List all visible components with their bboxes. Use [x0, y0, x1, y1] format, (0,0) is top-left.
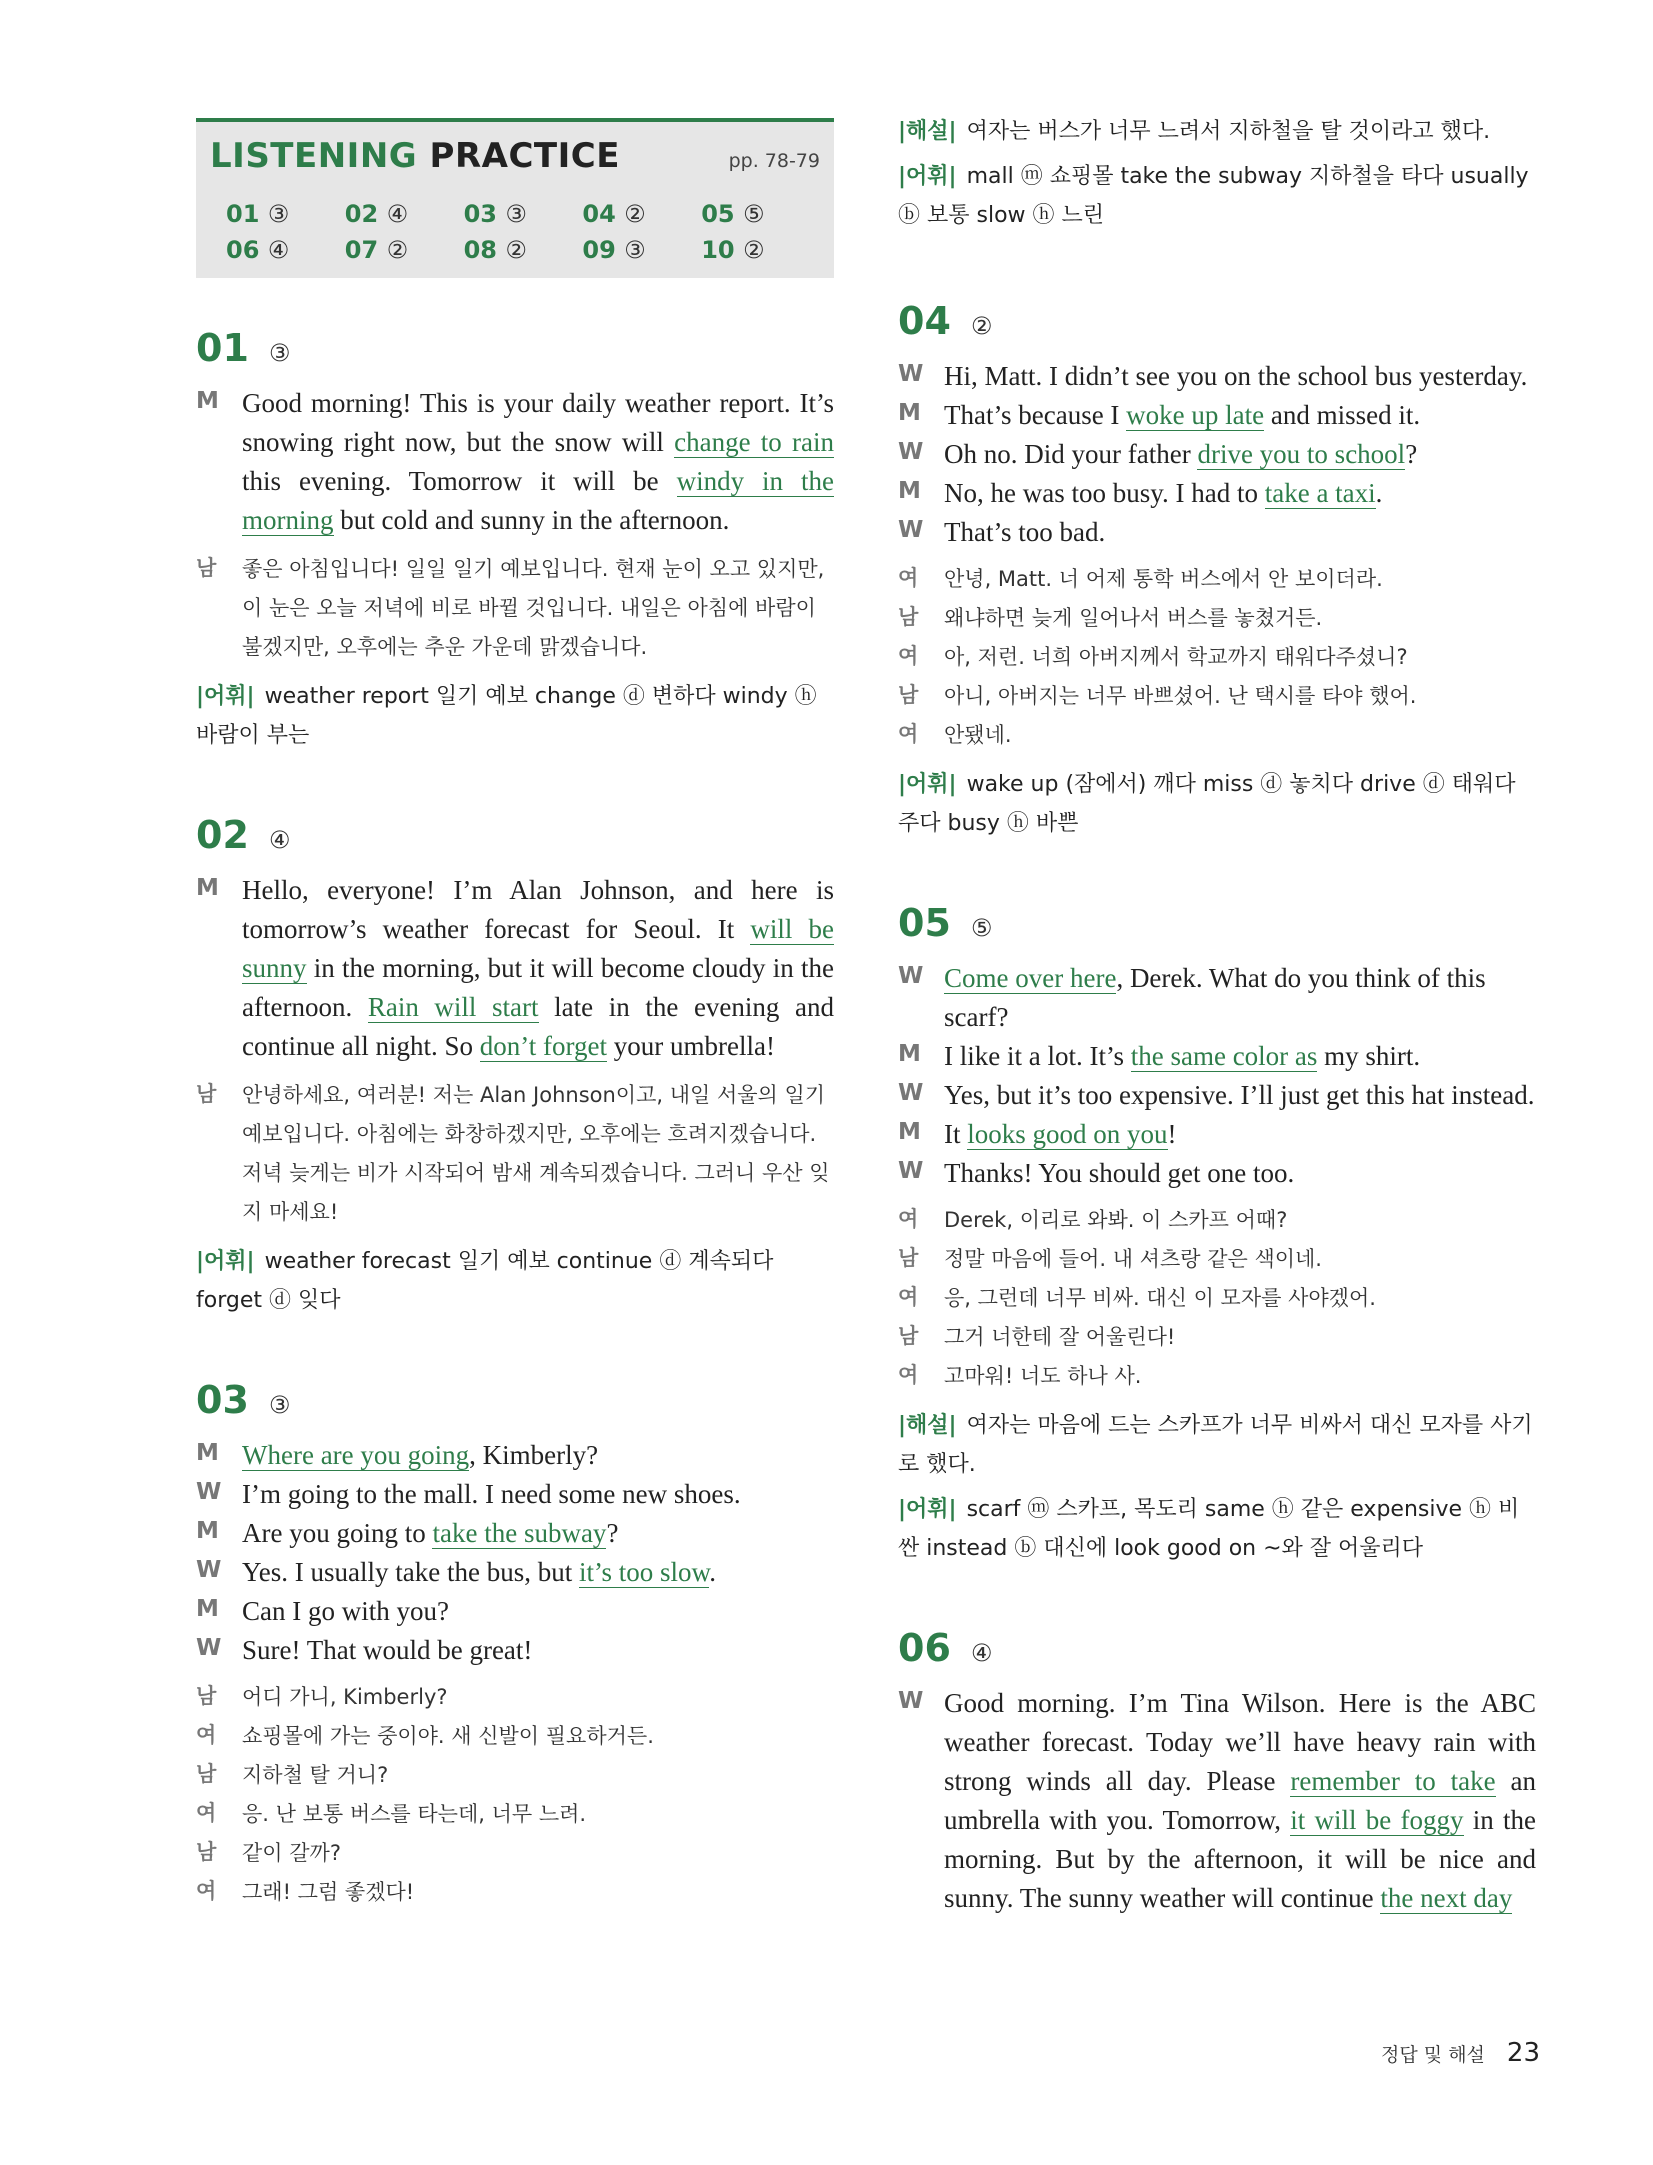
answer-grid	[210, 200, 820, 264]
dialogue-text	[242, 1553, 834, 1592]
question-answer: ③	[268, 339, 291, 367]
translation-text: 그래! 그럼 좋겠다!	[242, 1880, 415, 1904]
dialogue-line	[898, 435, 1536, 474]
dialogue-line	[898, 1076, 1536, 1115]
translation-line	[898, 560, 1536, 599]
question-answer: ④	[268, 826, 291, 854]
text-segment: Thanks! You should get one too.	[944, 1158, 1295, 1188]
answer-number: 08	[463, 236, 506, 264]
text-segment: Oh no. Did your father	[944, 439, 1198, 469]
dialogue-text	[242, 1475, 834, 1514]
translation-line	[196, 1717, 834, 1756]
translation-line	[898, 677, 1536, 716]
answer-item	[464, 236, 583, 264]
text-segment: Yes. I usually take the bus, but	[242, 1557, 579, 1587]
answer-number: 10	[701, 236, 743, 264]
translation-text: 아니, 아버지는 너무 바쁘셨어. 난 택시를 타야 했어.	[944, 684, 1417, 708]
listening-practice-title	[210, 136, 620, 176]
speaker-label-kr: 여	[898, 1363, 919, 1387]
translation-text: 같이 갈까?	[242, 1841, 341, 1865]
dialogue-text	[242, 1514, 834, 1553]
answer-number: 01	[226, 200, 268, 228]
text-segment: but cold and sunny in the afternoon.	[333, 505, 730, 535]
answer-number: 05	[701, 200, 743, 228]
answer-item	[582, 200, 701, 228]
dialogue-line	[196, 1436, 834, 1475]
dialogue-text	[944, 1076, 1536, 1115]
question-header	[898, 901, 1536, 945]
translation-text: 응. 난 보통 버스를 타는데, 너무 느려.	[242, 1802, 587, 1826]
vocab-label: |어휘|	[898, 1497, 957, 1522]
speaker-label-kr: 여	[898, 1285, 919, 1309]
dialogue-text	[242, 1631, 834, 1670]
text-segment: That’s because I	[944, 400, 1127, 430]
speaker-label: W	[898, 1080, 924, 1106]
translation-line	[898, 1240, 1536, 1279]
translation-text: 어디 가니, Kimberly?	[242, 1685, 448, 1709]
question-02	[196, 813, 834, 1320]
speaker-label: M	[898, 400, 921, 426]
answer-item	[701, 200, 820, 228]
text-segment: It	[944, 1119, 968, 1149]
text-segment: in the morning, but it will become cloudy in the afternoon.	[242, 953, 834, 1022]
speaker-label: M	[196, 388, 219, 414]
translation-line	[898, 716, 1536, 755]
script-text	[242, 384, 834, 540]
vocab-note	[196, 677, 834, 755]
speaker-label: W	[196, 1479, 222, 1505]
vocab-note	[898, 157, 1536, 235]
speaker-label: W	[898, 1688, 924, 1714]
translation-line	[196, 1834, 834, 1873]
speaker-label: M	[196, 875, 219, 901]
question-number: 05	[898, 901, 951, 945]
speaker-label-kr: 남	[196, 556, 217, 580]
answer-choice: ⑤	[742, 200, 765, 228]
answer-item	[345, 236, 464, 264]
translation-text: 쇼핑몰에 가는 중이야. 새 신발이 필요하거든.	[242, 1724, 654, 1748]
speaker-label: W	[196, 1557, 222, 1583]
vocab-label: |어휘|	[196, 1249, 255, 1274]
vocab-text: weather report 일기 예보 change ⓓ 변하다 windy ⓗ 바람이 부는	[196, 684, 817, 748]
answer-number: 07	[344, 236, 387, 264]
text-segment: Yes, but it’s too expensive. I’ll just get this hat instead.	[944, 1080, 1535, 1110]
underlined-phrase: change to rain	[674, 427, 834, 457]
speaker-label-kr: 여	[196, 1801, 217, 1825]
translation-text: 안녕, Matt. 너 어제 통학 버스에서 안 보이더라.	[944, 567, 1383, 591]
explanation-text: 여자는 버스가 너무 느려서 지하철을 탈 것이라고 했다.	[966, 119, 1491, 144]
question-answer: ②	[970, 312, 993, 340]
speaker-label-kr: 여	[898, 722, 919, 746]
underlined-phrase: Where are you going	[242, 1440, 470, 1470]
script-text	[242, 871, 834, 1066]
question-number: 04	[898, 299, 951, 343]
text-segment: , Kimberly?	[469, 1440, 599, 1470]
translation-text: 응, 그런데 너무 비싸. 대신 이 모자를 사야겠어.	[944, 1286, 1376, 1310]
question-header	[196, 1378, 834, 1422]
speaker-label-kr: 남	[196, 1082, 217, 1106]
translation-text: 안됐네.	[944, 723, 1012, 747]
speaker-label-kr: 여	[898, 644, 919, 668]
underlined-phrase: don’t forget	[479, 1031, 607, 1061]
speaker-label: M	[898, 478, 921, 504]
answer-choice: ②	[624, 200, 646, 228]
speaker-label: W	[898, 1158, 924, 1184]
explanation-label: |해설|	[898, 1413, 957, 1438]
question-04	[898, 299, 1536, 843]
dialogue-text	[242, 1592, 834, 1631]
dialogue-line	[196, 1475, 834, 1514]
text-segment: Are you going to	[242, 1518, 433, 1548]
text-segment: .	[1375, 478, 1383, 508]
dialogue-line	[898, 1037, 1536, 1076]
translation-text: 고마워! 너도 하나 사.	[944, 1364, 1142, 1388]
page-number: 23	[1506, 2038, 1540, 2068]
footer-text: 정답 및 해설	[1381, 2044, 1485, 2066]
page-reference: pp. 78-79	[728, 150, 820, 172]
answer-item	[226, 236, 345, 264]
text-segment: an umbrella with you. Tomorrow,	[944, 1766, 1537, 1835]
text-segment: ?	[606, 1518, 619, 1548]
speaker-label-kr: 남	[196, 1762, 217, 1786]
vocab-note	[196, 1242, 834, 1320]
dialogue	[898, 959, 1536, 1193]
answer-choice: ③	[505, 200, 527, 228]
dialogue-text	[242, 1436, 834, 1475]
translation-text: 정말 마음에 들어. 내 셔츠랑 같은 색이네.	[944, 1247, 1322, 1271]
question-header	[196, 326, 834, 370]
vocab-label: |어휘|	[898, 772, 957, 797]
underlined-phrase: Rain will start	[367, 992, 539, 1022]
translation-line	[898, 599, 1536, 638]
right-column	[898, 112, 1536, 1976]
translation-line	[898, 1318, 1536, 1357]
answer-choice: ④	[386, 200, 409, 228]
text-segment: I like it a lot. It’s	[944, 1041, 1131, 1071]
question-05	[898, 901, 1536, 1568]
speaker-label: W	[898, 361, 924, 387]
text-segment: ?	[1405, 439, 1418, 469]
explanation-label: |해설|	[898, 119, 957, 144]
left-column	[196, 118, 834, 1970]
underlined-phrase: remember to take	[1290, 1766, 1496, 1796]
text-segment: Good morning! This is your daily weather report. It’s snowing right now, but the snow will	[242, 388, 834, 457]
script-line	[196, 871, 834, 1066]
speaker-label-kr: 여	[196, 1723, 217, 1747]
underlined-phrase: windy in the morning	[242, 466, 834, 535]
translation-dialogue	[898, 1201, 1536, 1396]
vocab-text: weather forecast 일기 예보 continue ⓓ 계속되다 forget ⓓ 잊다	[196, 1249, 774, 1313]
speaker-label-kr: 여	[898, 566, 919, 590]
translation-line	[196, 1795, 834, 1834]
text-segment: in the morning. But by the afternoon, it will be nice and sunny. The sunny weather will continue	[944, 1805, 1536, 1913]
dialogue-text	[944, 396, 1536, 435]
explanation-text: 여자는 마음에 드는 스카프가 너무 비싸서 대신 모자를 사기로 했다.	[898, 1413, 1533, 1477]
dialogue-line	[196, 1514, 834, 1553]
text-segment: Sure! That would be great!	[242, 1635, 533, 1665]
translation-text: 지하철 탈 거니?	[242, 1763, 389, 1787]
dialogue-line	[196, 1631, 834, 1670]
translation-line	[898, 638, 1536, 677]
translation-line	[196, 1076, 834, 1232]
text-segment: I’m going to the mall. I need some new shoes.	[242, 1479, 741, 1509]
underlined-phrase: it will be foggy	[1290, 1805, 1464, 1835]
text-segment: Can I go with you?	[242, 1596, 449, 1626]
answer-item	[464, 200, 583, 228]
translation-text: 그거 너한테 잘 어울린다!	[944, 1325, 1176, 1349]
listening-practice-box	[196, 118, 834, 278]
text-segment: That’s too bad.	[944, 517, 1106, 547]
text-segment: my shirt.	[1317, 1041, 1421, 1071]
vocab-label: |어휘|	[898, 164, 957, 189]
speaker-label: W	[898, 439, 924, 465]
dialogue-line	[898, 357, 1536, 396]
speaker-label: M	[898, 1119, 921, 1145]
answer-number: 03	[463, 200, 506, 228]
translation-text: 안녕하세요, 여러분! 저는 Alan Johnson이고, 내일 서울의 일기 예보입니다. 아침에는 화창하겠지만, 오후에는 흐려지겠습니다. 저녁 늦게는 비가 시작되어 밤새 계속되겠습니다. 그러니 우산 잊지 마세요!	[242, 1083, 830, 1224]
underlined-phrase: looks good on you	[967, 1119, 1168, 1149]
answer-item	[701, 236, 820, 264]
underlined-phrase: drive you to school	[1197, 439, 1406, 469]
question-number: 03	[196, 1378, 249, 1422]
question-header	[898, 299, 1536, 343]
text-segment: Good morning. I’m Tina Wilson. Here is the ABC weather forecast. Today we’ll have heavy rain with strong winds all day. Please	[944, 1688, 1536, 1796]
dialogue-text	[944, 1154, 1536, 1193]
answer-choice: ④	[267, 236, 290, 264]
underlined-phrase: Come over here	[944, 963, 1117, 993]
translation-line	[196, 1756, 834, 1795]
question-number: 06	[898, 1626, 951, 1670]
question-03	[196, 1378, 834, 1912]
dialogue-line	[898, 474, 1536, 513]
question-03-notes	[898, 112, 1536, 235]
answer-choice: ③	[267, 200, 290, 228]
text-segment: this evening. Tomorrow it will be	[242, 466, 677, 496]
translation-line	[898, 1279, 1536, 1318]
explanation-note	[898, 1406, 1536, 1484]
translation-line	[196, 1678, 834, 1717]
answer-choice: ②	[386, 236, 409, 264]
text-segment: , Derek. What do you think of this scarf?	[944, 963, 1486, 1032]
text-segment: !	[1167, 1119, 1177, 1149]
answer-choice: ③	[624, 236, 646, 264]
text-segment: late in the evening and continue all night. So	[242, 992, 835, 1061]
speaker-label: M	[196, 1596, 219, 1622]
dialogue-line	[898, 1154, 1536, 1193]
script-line	[196, 384, 834, 540]
dialogue-text	[944, 1037, 1536, 1076]
translation-line	[196, 550, 834, 667]
translation-line	[898, 1357, 1536, 1396]
text-segment: your umbrella!	[606, 1031, 775, 1061]
answer-number: 02	[344, 200, 387, 228]
dialogue-line	[898, 513, 1536, 552]
speaker-label: W	[196, 1635, 222, 1661]
answer-item	[345, 200, 464, 228]
text-segment: Hello, everyone! I’m Alan Johnson, and here is tomorrow’s weather forecast for Seoul. It	[242, 875, 834, 944]
speaker-label: W	[898, 517, 924, 543]
answer-item	[226, 200, 345, 228]
underlined-phrase: will be sunny	[242, 914, 834, 983]
text-segment: No, he was too busy. I had to	[944, 478, 1265, 508]
question-header	[196, 813, 834, 857]
text-segment: .	[709, 1557, 717, 1587]
text-segment: and missed it.	[1264, 400, 1421, 430]
question-answer: ⑤	[970, 914, 993, 942]
speaker-label-kr: 남	[196, 1840, 217, 1864]
question-06	[898, 1626, 1536, 1918]
speaker-label-kr: 여	[196, 1879, 217, 1903]
question-header	[898, 1626, 1536, 1670]
underlined-phrase: it’s too slow	[579, 1557, 710, 1587]
underlined-phrase: the next day	[1380, 1883, 1513, 1913]
question-answer: ④	[970, 1639, 993, 1667]
script-line	[898, 1684, 1536, 1918]
dialogue	[196, 1436, 834, 1670]
vocab-note	[898, 765, 1536, 843]
title-listening: LISTENING	[210, 136, 418, 176]
translation-text: 좋은 아침입니다! 일일 일기 예보입니다. 현재 눈이 오고 있지만, 이 눈은 오늘 저녁에 비로 바뀔 것입니다. 내일은 아침에 바람이 불겠지만, 오후에는 추운 가운데 맑겠습니다.	[242, 557, 825, 659]
question-number: 02	[196, 813, 249, 857]
speaker-label-kr: 남	[898, 1246, 919, 1270]
underlined-phrase: take the subway	[432, 1518, 607, 1548]
speaker-label-kr: 남	[898, 683, 919, 707]
answer-number: 04	[582, 200, 625, 228]
dialogue-text	[944, 435, 1536, 474]
listening-practice-header	[210, 136, 820, 180]
underlined-phrase: woke up late	[1126, 400, 1265, 430]
translation-text: 아, 저런. 너희 아버지께서 학교까지 태워다주셨니?	[944, 645, 1408, 669]
translation-dialogue	[898, 560, 1536, 755]
answer-number: 06	[226, 236, 268, 264]
dialogue	[898, 357, 1536, 552]
text-segment: Hi, Matt. I didn’t see you on the school bus yesterday.	[944, 361, 1528, 391]
question-number: 01	[196, 326, 249, 370]
speaker-label-kr: 남	[898, 605, 919, 629]
translation-line	[196, 1873, 834, 1912]
answer-item	[582, 236, 701, 264]
speaker-label-kr: 남	[196, 1684, 217, 1708]
title-practice: PRACTICE	[429, 136, 620, 176]
speaker-label: M	[196, 1518, 219, 1544]
speaker-label: M	[196, 1440, 219, 1466]
speaker-label: W	[898, 963, 924, 989]
dialogue-line	[898, 1115, 1536, 1154]
dialogue-text	[944, 513, 1536, 552]
vocab-text: wake up (잠에서) 깨다 miss ⓓ 놓치다 drive ⓓ 태워다 주다 busy ⓗ 바쁜	[898, 772, 1516, 836]
speaker-label-kr: 여	[898, 1207, 919, 1231]
answer-number: 09	[582, 236, 625, 264]
dialogue-text	[944, 1115, 1536, 1154]
dialogue-text	[944, 357, 1536, 396]
question-answer: ③	[268, 1391, 291, 1419]
dialogue-line	[898, 396, 1536, 435]
vocab-note	[898, 1490, 1536, 1568]
translation-line	[898, 1201, 1536, 1240]
dialogue-text	[944, 959, 1536, 1037]
dialogue-line	[196, 1592, 834, 1631]
speaker-label-kr: 남	[898, 1324, 919, 1348]
speaker-label: M	[898, 1041, 921, 1067]
translation-text: 왜냐하면 늦게 일어나서 버스를 놓쳤거든.	[944, 606, 1323, 630]
translation-text: Derek, 이리로 와봐. 이 스카프 어때?	[944, 1208, 1288, 1232]
vocab-text: mall ⓜ 쇼핑몰 take the subway 지하철을 타다 usually ⓑ 보통 slow ⓗ 느린	[898, 164, 1529, 228]
dialogue-text	[944, 474, 1536, 513]
dialogue-line	[898, 959, 1536, 1037]
answer-choice: ②	[742, 236, 765, 264]
underlined-phrase: take a taxi	[1264, 478, 1376, 508]
vocab-label: |어휘|	[196, 684, 255, 709]
question-01	[196, 326, 834, 755]
script-text	[944, 1684, 1536, 1918]
explanation-note	[898, 112, 1536, 151]
page-footer	[1360, 2038, 1540, 2068]
underlined-phrase: the same color as	[1130, 1041, 1318, 1071]
dialogue-line	[196, 1553, 834, 1592]
vocab-text: scarf ⓜ 스카프, 목도리 same ⓗ 같은 expensive ⓗ 비싼 instead ⓑ 대신에 look good on ~와 잘 어울리다	[898, 1497, 1520, 1561]
translation-dialogue	[196, 1678, 834, 1912]
answer-choice: ②	[505, 236, 527, 264]
